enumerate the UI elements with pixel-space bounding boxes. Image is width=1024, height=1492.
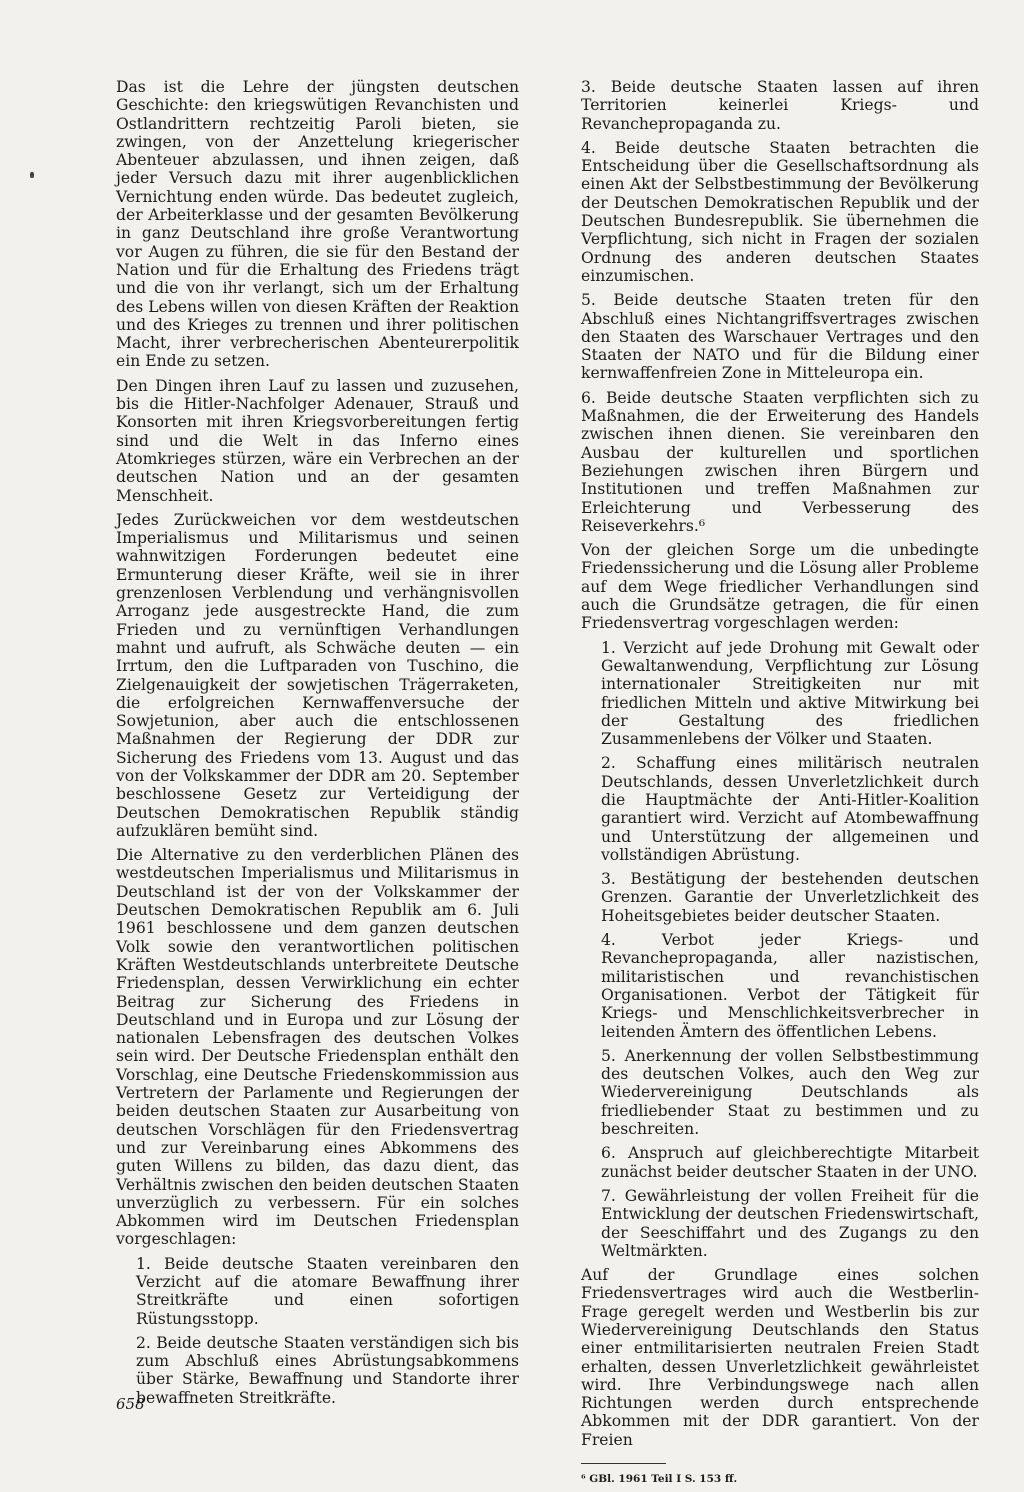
- left-column: [116, 78, 519, 1413]
- list-item: 3. Bestätigung der bestehenden deutschen Grenzen. Garantie der Unverletzlichkeit des Hoheitsgebietes beider deutscher Staaten.: [601, 870, 979, 925]
- paragraph: 5. Beide deutsche Staaten treten für den Abschluß eines Nichtangriffsvertrages zwischen den Staaten des Warschauer Vertrages und den Staaten der NATO und für die Bildung einer kernwaffenfreien Zone in Mitteleuropa ein.: [581, 291, 979, 383]
- paragraph: 6. Beide deutsche Staaten verpflichten sich zu Maßnahmen, die der Erweiterung des Handels zwischen ihnen dienen. Sie vereinbaren den Ausbau der kulturellen und sportlichen Beziehungen zwischen ihren Bürgern und Institutionen und treffen Maßnahmen zur Erleichterung und Verbesserung des Reiseverkehrs.⁶: [581, 388, 979, 535]
- list-item: 7. Gewährleistung der vollen Freiheit für die Entwicklung der deutschen Friedenswirtschaft, der Seeschiffahrt und des Zugangs zu den Weltmärkten.: [601, 1186, 979, 1260]
- paragraph: Auf der Grundlage eines solchen Friedensvertrages wird auch die Westberlin-Frage geregelt werden und Westberlin bis zur Wiedervereinigung Deutschlands den Status einer entmilitarisierten neutralen Freien Stadt erhalten, dessen Unverletzlichkeit gewährleistet wird. Ihre Verbindungswege nach allen Richtungen werden durch entsprechende Abkommen mit der DDR garantiert. Von der Freien: [581, 1266, 979, 1449]
- paragraph: Das ist die Lehre der jüngsten deutschen Geschichte: den kriegswütigen Revanchisten und Ostlandrittern rechtzeitig Paroli bieten, sie zwingen, von der Anzettelung kriegerischer Abenteuer abzulassen, und ihnen zeigen, daß jeder Versuch dazu mit ihrer augenblicklichen Vernichtung enden würde. Das bedeutet zugleich, der Arbeiterklasse und der gesamten Bevölkerung in ganz Deutschland ihre große Verantwortung vor Augen zu führen, die sie für den Bestand der Nation und für die Erhaltung des Friedens trägt und die von ihr verlangt, sich um der Erhaltung des Lebens willen von diesen Kräften der Reaktion und des Krieges zu trennen und ihrer politischen Macht, ihrer verbrecherischen Abenteurerpolitik ein Ende zu setzen.: [116, 78, 519, 371]
- footnote: ⁶ GBl. 1961 Teil I S. 153 ff.: [581, 1473, 738, 1486]
- list-item: 1. Verzicht auf jede Drohung mit Gewalt oder Gewaltanwendung, Verpflichtung zur Lösung internationaler Streitigkeiten nur mit friedlichen Mitteln und aktive Mitwirkung bei der Gestaltung des friedlichen Zusammenlebens der Völker und Staaten.: [601, 638, 979, 749]
- page-number: 658: [116, 1395, 145, 1413]
- paragraph: Den Dingen ihren Lauf zu lassen und zuzusehen, bis die Hitler-Nachfolger Adenauer, Strauß und Konsorten mit ihren Kriegsvorbereitungen fertig sind und die Welt in das Inferno eines Atomkrieges stürzen, wäre ein Verbrechen an der deutschen Nation und an der gesamten Menschheit.: [116, 376, 519, 505]
- footnote-divider: [581, 1463, 666, 1464]
- paragraph: 4. Beide deutsche Staaten betrachten die Entscheidung über die Gesellschaftsordnung als einen Akt der Selbstbestimmung der Bevölkerung der Deutschen Demokratischen Republik und der Deutschen Bundesrepublik. Sie übernehmen die Verpflichtung, sich nicht in Fragen der sozialen Ordnung des anderen deutschen Staates einzumischen.: [581, 138, 979, 285]
- list-item: 2. Schaffung eines militärisch neutralen Deutschlands, dessen Unverletzlichkeit durch die Hauptmächte der Anti-Hitler-Koalition garantiert wird. Verzicht auf Atombewaffnung und Unterstützung der allgemeinen und vollständigen Abrüstung.: [601, 754, 979, 864]
- paragraph: 3. Beide deutsche Staaten lassen auf ihren Territorien keinerlei Kriegs- und Revanchepropaganda zu.: [581, 78, 979, 133]
- margin-mark: [30, 172, 34, 178]
- list-item: 4. Verbot jeder Kriegs- und Revanchepropaganda, aller nazistischen, militaristischen und revanchistischen Organisationen. Verbot der Tätigkeit für Kriegs- und Menschlichkeitsverbrecher in leitenden Ämtern des öffentlichen Lebens.: [601, 931, 979, 1041]
- list-item: 6. Anspruch auf gleichberechtigte Mitarbeit zunächst beider deutscher Staaten in der UNO.: [601, 1144, 979, 1181]
- paragraph: Die Alternative zu den verderblichen Plänen des westdeutschen Imperialismus und Militarismus in Deutschland ist der von der Volkskammer der Deutschen Demokratischen Republik am 6. Juli 1961 beschlossene und dem ganzen deutschen Volk sowie den verantwortlichen politischen Kräften Westdeutschlands unterbreitete Deutsche Friedensplan, dessen Verwirklichung ein echter Beitrag zur Sicherung des Friedens in Deutschland und in Europa und zur Lösung der nationalen Lebensfragen des deutschen Volkes sein wird. Der Deutsche Friedensplan enthält den Vorschlag, eine Deutsche Friedenskommission aus Vertretern der Parlamente und Regierungen der beiden deutschen Staaten zur Ausarbeitung von deutschen Vorschlägen für den Friedensvertrag und zur Vereinbarung eines Abkommens des guten Willens zu bilden, das dazu dient, das Verhältnis zwischen den beiden deutschen Staaten unverzüglich zu verbessern. Für ein solches Abkommen wird im Deutschen Friedensplan vorgeschlagen:: [116, 846, 519, 1249]
- right-column: [581, 78, 979, 1492]
- list-item: 5. Anerkennung der vollen Selbstbestimmung des deutschen Volkes, auch den Weg zur Wiedervereinigung Deutschlands als friedliebender Staat zu bestimmen und zu beschreiten.: [601, 1046, 979, 1139]
- paragraph: Von der gleichen Sorge um die unbedingte Friedenssicherung und die Lösung aller Probleme auf dem Wege friedlicher Verhandlungen sind auch die Grundsätze getragen, die für einen Friedensvertrag vorgeschlagen werden:: [581, 541, 979, 633]
- list-item: 2. Beide deutsche Staaten verständigen sich bis zum Abschluß eines Abrüstungsabkommens über Stärke, Bewaffnung und Standorte ihrer bewaffneten Streitkräfte.: [136, 1333, 519, 1407]
- paragraph: Jedes Zurückweichen vor dem westdeutschen Imperialismus und Militarismus und seinen wahnwitzigen Forderungen bedeutet eine Ermunterung dieser Kräfte, weil sie in ihrer grenzenlosen Verblendung und verhängnisvollen Arroganz jede ausgestreckte Hand, die zum Frieden und zu vernünftigen Verhandlungen mahnt und aufruft, als Schwäche deuten — ein Irrtum, den die Luftparaden von Tuschino, die Zielgenauigkeit der sowjetischen Trägerraketen, die erfolgreichen Kernwaffenversuche der Sowjetunion, aber auch die entschlossenen Maßnahmen der Regierung der DDR zur Sicherung des Friedens vom 13. August und das von der Volkskammer der DDR am 20. September beschlossene Gesetz zur Verteidigung der Deutschen Demokratischen Republik ständig aufzuklären bemüht sind.: [116, 510, 519, 840]
- list-item: 1. Beide deutsche Staaten vereinbaren den Verzicht auf die atomare Bewaffnung ihrer Streitkräfte und einen sofortigen Rüstungsstopp.: [136, 1254, 519, 1328]
